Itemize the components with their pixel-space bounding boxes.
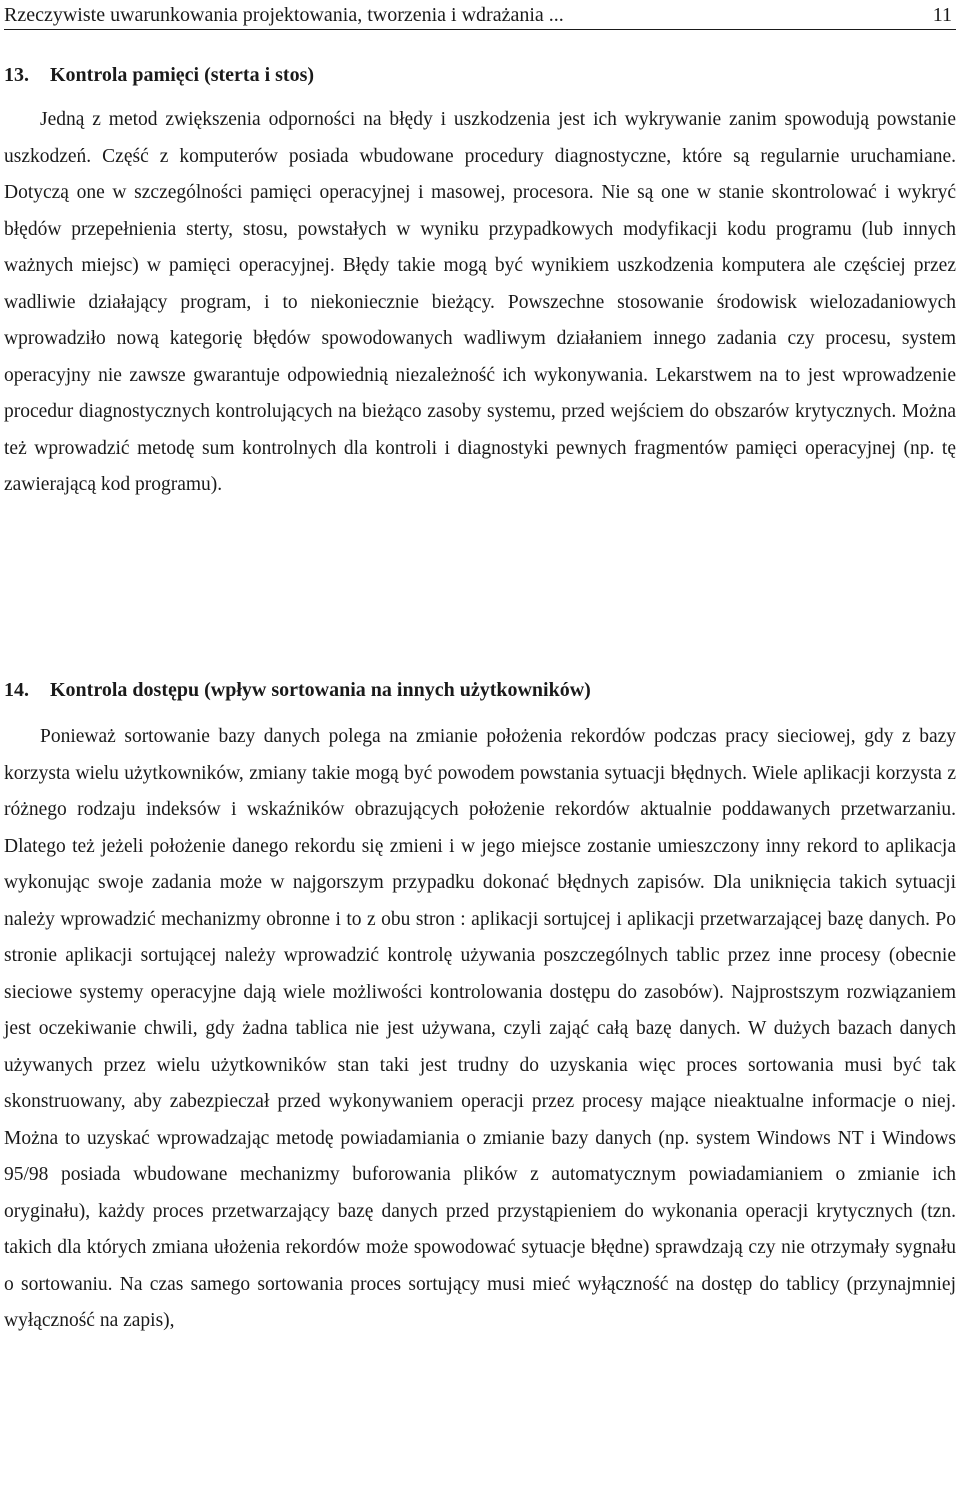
- page-number: 11: [932, 4, 952, 26]
- section-14-number: 14.: [4, 679, 29, 701]
- section-14-paragraph: [4, 719, 956, 1340]
- section-13-number: 13.: [4, 64, 29, 86]
- section-14-body: Ponieważ sortowanie bazy danych polega na zmianie położenia rekordów podczas pracy sieciowej, gdy z bazy korzysta wielu użytkowników, zmiany takie mogą być powodem powstania sytuacji błędnych. Wiele aplikacji korzysta z różnego rodzaju indeksów i wskaźników obrazujących położenie rekordów aktualnie poddawanych przetwarzaniu. Dlatego też jeżeli położenie danego rekordu się zmieni i w jego miejsce zostanie umieszczony inny rekord to aplikacja wykonując swoje zadania może w najgorszym przypadku dokonać błędnych zapisów. Dla uniknięcia takich sytuacji należy wprowadzić mechanizmy obronne i to z obu stron : aplikacji sortujcej i aplikacji przetwarzającej bazę danych. Po stronie aplikacji sortującej należy wprowadzić kontrolę używania poszczególnych tablic przez inne procesy (obecnie sieciowe systemy operacyjne dają wiele możliwości kontrolowania dostępu do zasobów). Najprostszym rozwiązaniem jest oczekiwanie chwili, gdy żadna tablica nie jest używana, czyli zająć całą bazę danych. W dużych bazach danych używanych przez wielu użytkowników stan taki jest trudny do uzyskania więc proces sortowania musi być tak skonstruowany, aby zabezpieczał przed wykonywaniem operacji przez procesy mające nieaktualne informacje o niej. Można to uzyskać wprowadzając metodę powiadamiania o zmianie bazy danych (np. system Windows NT i Windows 95/98 posiada wbudowane mechanizmy buforowania plików z automatycznym powiadamianiem o zmianie ich oryginału), każdy proces przetwarzający bazę danych przed przystąpieniem do wykonania operacji krytycznych (tzn. takich dla których zmiana ułożenia rekordów może spowodować sytuacje błędne) sprawdzają czy nie otrzymały sygnału o sortowaniu. Na czas samego sortowania proces sortujący musi mieć wyłączność na dostęp do tablicy (przynajmniej wyłączność na zapis),: [4, 726, 956, 1331]
- running-header: [4, 2, 956, 30]
- header-rule: [4, 29, 956, 30]
- section-14-heading: [4, 677, 591, 703]
- section-13-body: Jedną z metod zwiększenia odporności na błędy i uszkodzenia jest ich wykrywanie zanim spowodują powstanie uszkodzeń. Część z komputerów posiada wbudowane procedury diagnostyczne, które są regularnie uruchamiane. Dotyczą one w szczególności pamięci operacyjnej i masowej, procesora. Nie są one w stanie skontrolować i wykryć błędów przepełnienia sterty, stosu, powstałych w wyniku przypadkowych modyfikacji kodu programu (lub innych ważnych miejsc) w pamięci operacyjnej. Błędy takie mogą być wynikiem uszkodzenia komputera ale częściej przez wadliwie działający program, i to niekoniecznie bieżący. Powszechne stosowanie środowisk wielozadaniowych wprowadziło nową kategorię błędów spowodowanych wadliwym działaniem innego zadania czy procesu, system operacyjny nie zawsze gwarantuje odpowiednią niezależność ich wykonywania. Lekarstwem na to jest wprowadzenie procedur diagnostycznych kontrolujących na bieżąco zasoby systemu, przed wejściem do obszarów krytycznych. Można też wprowadzić metodę sum kontrolnych dla kontroli i diagnostyki pewnych fragmentów pamięci operacyjnej (np. tę zawierającą kod programu).: [4, 109, 956, 495]
- running-header-title: Rzeczywiste uwarunkowania projektowania, tworzenia i wdrażania ...: [4, 4, 564, 26]
- section-13-title: Kontrola pamięci (sterta i stos): [50, 64, 315, 86]
- section-13-heading: [4, 62, 314, 88]
- section-14-title: Kontrola dostępu (wpływ sortowania na innych użytkowników): [50, 679, 591, 701]
- section-13-paragraph: [4, 102, 956, 504]
